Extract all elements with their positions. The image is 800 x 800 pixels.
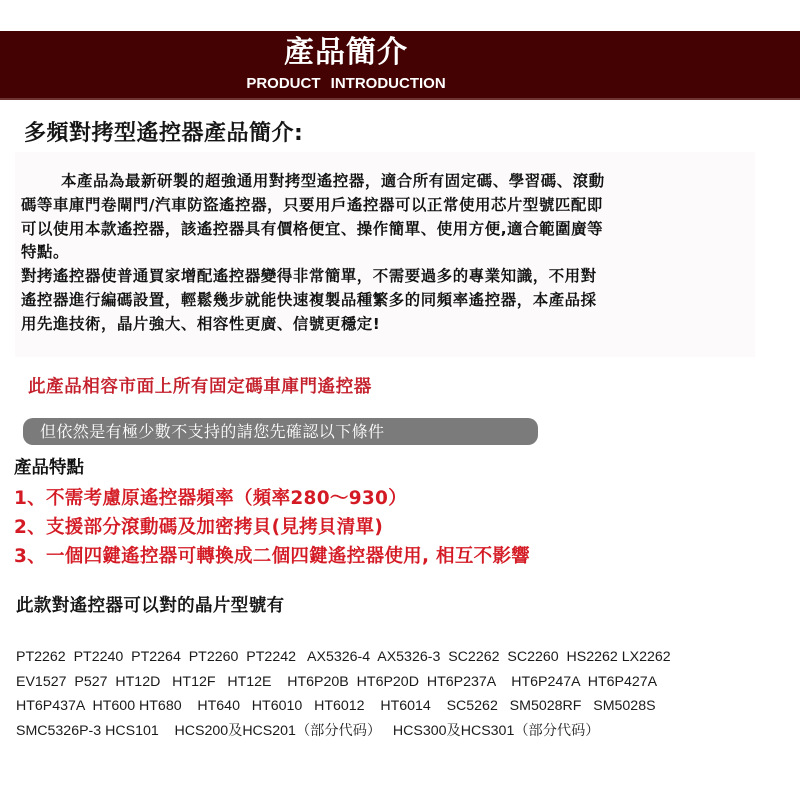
chip-row: SMC5326P-3 HCS101 HCS200及HCS201（部分代码） HCS300及HCS301（部分代码） <box>16 722 600 739</box>
intro-text <box>21 170 721 337</box>
chip-row: HT6P437A HT600 HT680 HT640 HT6010 HT6012 HT6014 SC5262 SM5028RF SM5028S <box>16 698 656 714</box>
chip-row: EV1527 P527 HT12D HT12F HT12E HT6P20B HT6P20D HT6P237A HT6P247A HT6P427A <box>16 673 658 690</box>
compatibility-statement: 此產品相容市面上所有固定碼車庫門遙控器 <box>28 377 372 397</box>
intro-heading: 多頻對拷型遙控器產品簡介: <box>24 121 304 146</box>
intro-line: 可以使用本款遙控器，該遙控器具有價格便宜、操作簡單、使用方便,適合範圍廣等 <box>21 219 604 238</box>
chip-row: PT2262 PT2240 PT2264 PT2260 PT2242 AX5326-4 AX5326-3 SC2262 SC2260 HS2262 LX2262 <box>16 649 671 665</box>
intro-line: 對拷遙控器使普通買家增配遙控器變得非常簡單，不需要過多的專業知識，不用對 <box>21 267 597 286</box>
feature-item: 1、不需考慮原遙控器頻率（頻率280～930） <box>14 488 408 509</box>
intro-line: 遙控器進行編碼設置，輕鬆幾步就能快速複製品種繁多的同頻率遙控器，本產品採 <box>21 290 597 309</box>
chips-heading: 此款對遙控器可以對的晶片型號有 <box>16 596 285 616</box>
header-subtitle: PRODUCT INTRODUCTION <box>246 75 446 92</box>
features-list <box>14 484 530 571</box>
intro-line: 用先進技術，晶片強大、相容性更廣、信號更穩定! <box>21 314 381 333</box>
intro-line: 本產品為最新研製的超強通用對拷型遙控器，適合所有固定碼、學習碼、滾動 <box>61 172 605 190</box>
intro-line: 特點。 <box>21 243 69 262</box>
header-title: 產品簡介 <box>284 35 408 70</box>
header-banner <box>0 31 800 100</box>
feature-item: 3、一個四鍵遙控器可轉換成二個四鍵遙控器使用, 相互不影響 <box>14 546 531 567</box>
notice-banner: 但依然是有極少數不支持的請您先確認以下條件 <box>23 418 538 445</box>
feature-item: 2、支援部分滾動碼及加密拷貝(見拷貝清單) <box>14 517 384 538</box>
intro-line: 碼等車庫門卷閘門/汽車防盜遙控器，只要用戶遙控器可以正常使用芯片型號匹配即 <box>21 195 603 214</box>
features-title: 產品特點 <box>14 458 84 478</box>
chip-model-list <box>16 645 796 743</box>
